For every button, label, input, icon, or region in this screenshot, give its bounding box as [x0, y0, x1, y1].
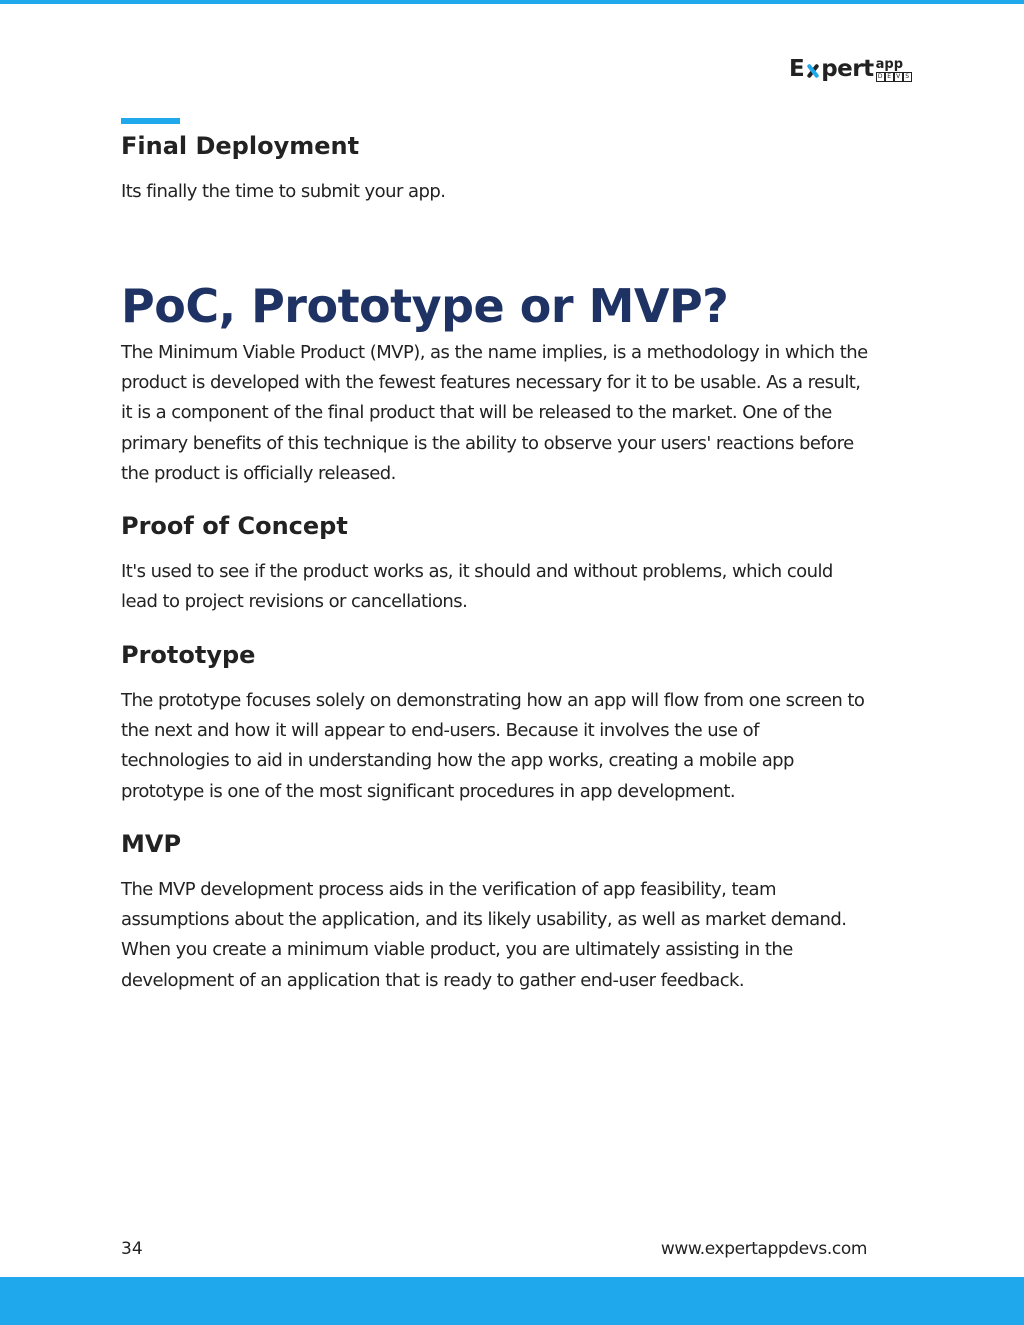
logo-app-text: app — [875, 57, 904, 72]
text-line: it is a component of the final product that will be released to the market. One of the — [121, 402, 832, 424]
company-logo — [789, 54, 912, 84]
text-line: primary benefits of this technique is the ability to observe your users' reactions before — [121, 432, 854, 454]
logo-devs-letter: E — [885, 72, 894, 82]
prototype-heading: Prototype — [121, 641, 256, 669]
text-line: technologies to aid in understanding how the app works, creating a mobile app — [121, 750, 794, 772]
logo-badge — [876, 59, 912, 82]
intro-paragraph — [121, 338, 921, 489]
logo-word-pert: pert — [821, 56, 874, 82]
top-accent-line — [0, 0, 1024, 4]
text-line: development of an application that is ready to gather end-user feedback. — [121, 969, 745, 991]
text-line: The prototype focuses solely on demonstrating how an app will flow from one screen to — [121, 690, 865, 711]
mvp-heading: MVP — [121, 830, 182, 858]
text-line: When you create a minimum viable product, you are ultimately assisting in the — [121, 939, 793, 961]
page-number: 34 — [121, 1239, 143, 1259]
final-deployment-heading: Final Deployment — [121, 132, 360, 160]
final-deployment-text — [121, 177, 921, 207]
section-accent-bar — [121, 118, 180, 124]
logo-devs-text — [876, 72, 912, 82]
logo-devs-letter: S — [903, 72, 912, 82]
page-title: PoC, Prototype or MVP? — [121, 279, 729, 333]
proof-of-concept-text — [121, 557, 921, 617]
text-line: prototype is one of the most significant procedures in app development. — [121, 780, 736, 802]
text-line: lead to project revisions or cancellations. — [121, 591, 468, 613]
website-link[interactable]: www.expertappdevs.com — [660, 1239, 867, 1259]
logo-devs-letter: V — [894, 72, 903, 82]
text-line: Its finally the time to submit your app. — [121, 181, 446, 202]
proof-of-concept-heading: Proof of Concept — [121, 512, 348, 540]
logo-letter-e: E — [789, 56, 805, 82]
text-line: The MVP development process aids in the verification of app feasibility, team — [121, 879, 776, 900]
text-line: product is developed with the fewest features necessary for it to be usable. As a result, — [121, 372, 861, 394]
logo-x-mark-icon — [804, 54, 821, 84]
text-line: assumptions about the application, and its likely usability, as well as market demand. — [121, 909, 847, 931]
text-line: the next and how it will appear to end-users. Because it involves the use of — [121, 720, 759, 742]
text-line: the product is officially released. — [121, 462, 396, 484]
prototype-text — [121, 686, 921, 807]
text-line: The Minimum Viable Product (MVP), as the name implies, is a methodology in which the — [121, 342, 868, 363]
logo-devs-letter: D — [876, 72, 885, 82]
mvp-text — [121, 875, 921, 996]
bottom-accent-band — [0, 1277, 1024, 1325]
text-line: It's used to see if the product works as, it should and without problems, which could — [121, 561, 833, 582]
